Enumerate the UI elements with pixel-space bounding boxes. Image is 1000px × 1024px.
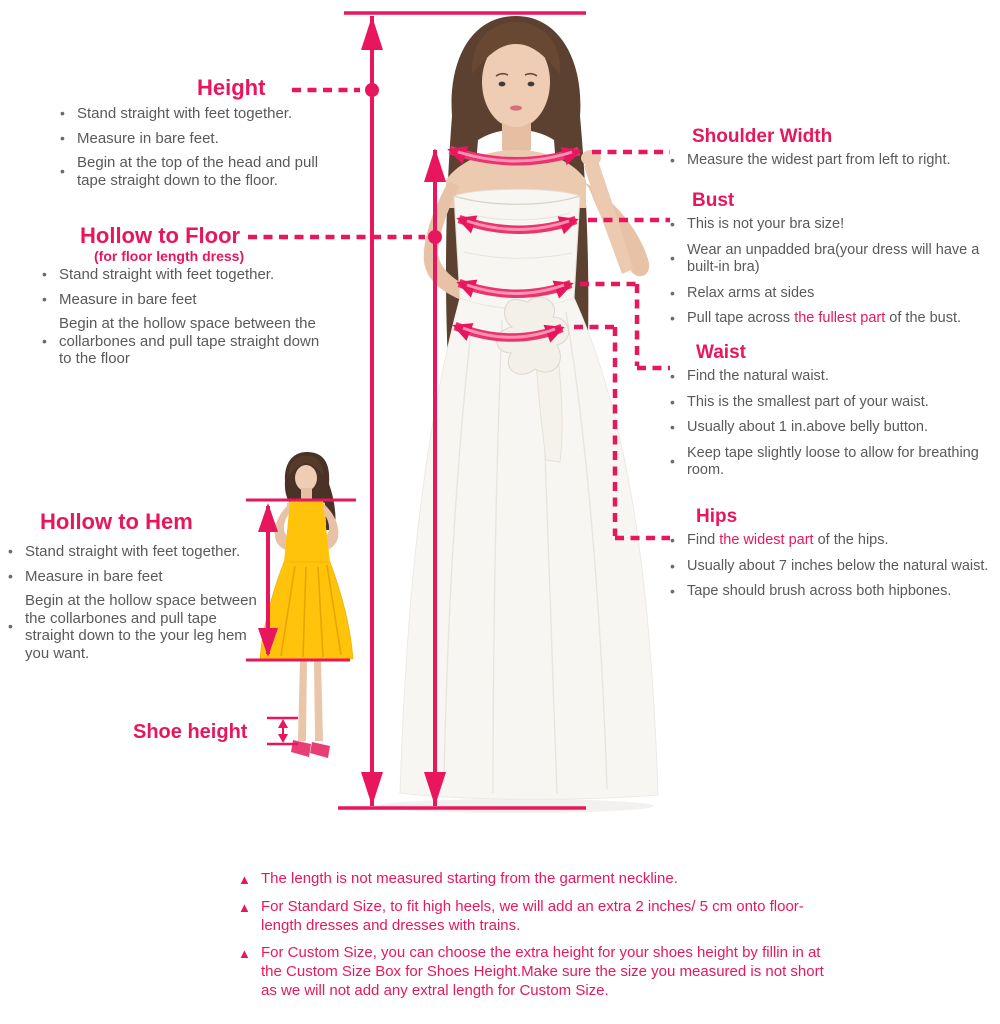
model-eye: [528, 82, 535, 87]
hollow-to-hem-title: Hollow to Hem: [40, 509, 193, 534]
hollow-to-floor-title-wrap: [80, 224, 244, 265]
bust-bullet: [670, 310, 998, 328]
floor-shadow: [378, 799, 654, 813]
height-section-title-wrap: [197, 76, 265, 100]
height-bullet: [60, 154, 342, 189]
bullet-icon: •: [8, 618, 13, 635]
bullet-icon: •: [42, 290, 47, 307]
bullet-icon: •: [670, 250, 675, 267]
hem-arrow-up-icon: [258, 503, 278, 532]
hips-section: [670, 506, 998, 609]
waist-bullet: [670, 394, 995, 412]
hollow-to-hem-title-wrap: [40, 510, 193, 534]
shoe-height-title-wrap: [133, 720, 247, 744]
bust-bullet-text: Pull tape across the fullest part of the bust.: [687, 310, 962, 326]
bust-bullet: [670, 285, 998, 303]
hips-bullet-text: Tape should brush across both hipbones.: [687, 583, 952, 599]
hollow-to-floor-bullets: [42, 266, 332, 375]
bullet-icon: •: [670, 453, 675, 470]
height-arrow-up-icon: [361, 16, 383, 50]
bust-bullets: [670, 216, 998, 328]
hips-bullet: [670, 558, 998, 576]
hollow-to-hem-bullet-text: Begin at the hollow space between the collarbones and pull tape straight down to the your leg hem you want.: [25, 592, 257, 662]
hollow-to-hem-bullet-text: Stand straight with feet together.: [25, 543, 241, 560]
small-model-shoe: [291, 740, 311, 757]
bullet-icon: •: [8, 567, 13, 584]
bullet-icon: •: [670, 284, 675, 301]
shoulder-width-title: Shoulder Width: [692, 126, 833, 147]
bust-bullet-text: Relax arms at sides: [687, 284, 815, 301]
hollow-to-hem-bullets: [8, 543, 264, 669]
small-model-leg: [298, 659, 307, 741]
footer-note: [238, 943, 830, 1000]
small-model-shoe: [310, 742, 330, 758]
bullet-icon: •: [670, 419, 675, 435]
hollow-to-floor-bullet: [42, 291, 332, 309]
small-dress-bodice: [284, 501, 330, 562]
hollow-to-floor-subtitle: (for floor length dress): [94, 248, 245, 264]
bust-section: [670, 190, 998, 336]
waist-bullet-text: Usually about 1 in.above belly button.: [687, 419, 929, 435]
bullet-icon: •: [60, 105, 65, 121]
bullet-icon: •: [670, 152, 675, 168]
height-bullet: [60, 130, 342, 148]
height-bullet-text: Stand straight with feet together.: [77, 105, 293, 122]
bullet-icon: •: [670, 216, 675, 232]
hollow-connector-dot: [428, 230, 442, 244]
shoe-arrow-down-icon: [278, 734, 288, 743]
height-title: Height: [197, 75, 266, 100]
bullet-icon: •: [60, 162, 65, 179]
waist-bullets: [670, 368, 995, 480]
footer-note-text: The length is not measured starting from the garment neckline.: [261, 870, 678, 887]
height-bullet-text: Measure in bare feet.: [77, 129, 219, 147]
hollow-to-hem-bullet: [8, 592, 264, 662]
footer-note-text: For Custom Size, you can choose the extra height for your shoes height by fillin in at the Custom Size Box for Shoes Height.Make sure the size you measured is not short as we will not add any extral length for Custom Size.: [261, 944, 824, 999]
shoulder-width-section: [670, 126, 1000, 178]
bust-bullet-text: This is not your bra size!: [687, 216, 845, 232]
hips-bullet: [670, 583, 998, 601]
bullet-icon: •: [42, 266, 47, 282]
bust-bullet-text: Wear an unpadded bra(your dress will have a built-in bra): [687, 241, 980, 275]
bullet-icon: •: [8, 543, 13, 559]
waist-title: Waist: [696, 342, 746, 363]
hollow-to-floor-bullet-text: Measure in bare feet: [59, 290, 197, 308]
bullet-icon: •: [60, 129, 65, 146]
waist-bullet-text: Keep tape slightly loose to allow for breathing room.: [687, 444, 979, 478]
main-model-figure: [378, 16, 658, 813]
bullet-icon: •: [42, 332, 47, 349]
bullet-icon: •: [670, 532, 675, 548]
height-connector-dot: [365, 83, 379, 97]
shoe-height-title: Shoe height: [133, 721, 248, 743]
model-eye: [499, 82, 506, 87]
hollow-to-hem-bullet: [8, 568, 264, 586]
hips-bullet-text: Find the widest part of the hips.: [687, 532, 889, 548]
warning-triangle-icon: ▲: [238, 946, 251, 961]
height-arrow-down-icon: [361, 772, 383, 806]
warning-triangle-icon: ▲: [238, 872, 251, 887]
shoulder-width-bullet: [670, 152, 1000, 170]
hollow-to-floor-bullet-text: Begin at the hollow space between the collarbones and pull tape straight down to the floor: [59, 315, 320, 367]
waist-bullet-text: Find the natural waist.: [687, 368, 829, 384]
warning-triangle-icon: ▲: [238, 900, 251, 915]
bullet-icon: •: [670, 368, 675, 384]
footer-note: [238, 869, 830, 889]
hips-bullet: [670, 532, 998, 550]
waist-bullet-text: This is the smallest part of your waist.: [687, 393, 929, 410]
waist-bullet: [670, 419, 995, 437]
footer-note: [238, 897, 830, 935]
height-bullet: [60, 105, 342, 123]
hollow-to-floor-title: Hollow to Floor: [80, 223, 241, 248]
hollow-to-hem-bullet: [8, 543, 264, 561]
footer-notes: [238, 869, 830, 1008]
shoulder-width-bullets: [670, 152, 1000, 170]
small-model-figure: [260, 452, 353, 758]
waist-bullet: [670, 368, 995, 386]
model-forearm-right: [584, 158, 633, 274]
height-bullet-text: Begin at the top of the head and pull tape straight down to the floor.: [77, 154, 319, 189]
waist-section: [670, 342, 995, 488]
hollow-arrow-up-icon: [424, 148, 446, 182]
small-model-leg: [314, 659, 323, 741]
bust-title: Bust: [692, 190, 735, 211]
hollow-to-floor-bullet: [42, 315, 332, 368]
bullet-icon: •: [670, 310, 675, 326]
hollow-to-floor-bullet: [42, 266, 332, 284]
small-model-face: [295, 465, 317, 491]
bullet-icon: •: [670, 393, 675, 410]
hips-bullets: [670, 532, 998, 601]
bullet-icon: •: [670, 557, 675, 574]
hips-title: Hips: [696, 506, 738, 527]
model-lips: [510, 105, 522, 110]
shoulder-width-bullet-text: Measure the widest part from left to right.: [687, 152, 951, 168]
hollow-to-floor-bullet-text: Stand straight with feet together.: [59, 266, 275, 283]
hollow-to-hem-bullet-text: Measure in bare feet: [25, 567, 163, 585]
waist-bullet: [670, 445, 995, 480]
height-bullets: [60, 105, 342, 196]
hips-bullet-text: Usually about 7 inches below the natural waist.: [687, 557, 989, 574]
shoe-arrow-up-icon: [278, 719, 288, 728]
footer-note-text: For Standard Size, to fit high heels, we will add an extra 2 inches/ 5 cm onto floor-length dresses and dresses with trains.: [261, 898, 804, 934]
bullet-icon: •: [670, 583, 675, 599]
bust-bullet: [670, 216, 998, 234]
bust-bullet: [670, 242, 998, 277]
